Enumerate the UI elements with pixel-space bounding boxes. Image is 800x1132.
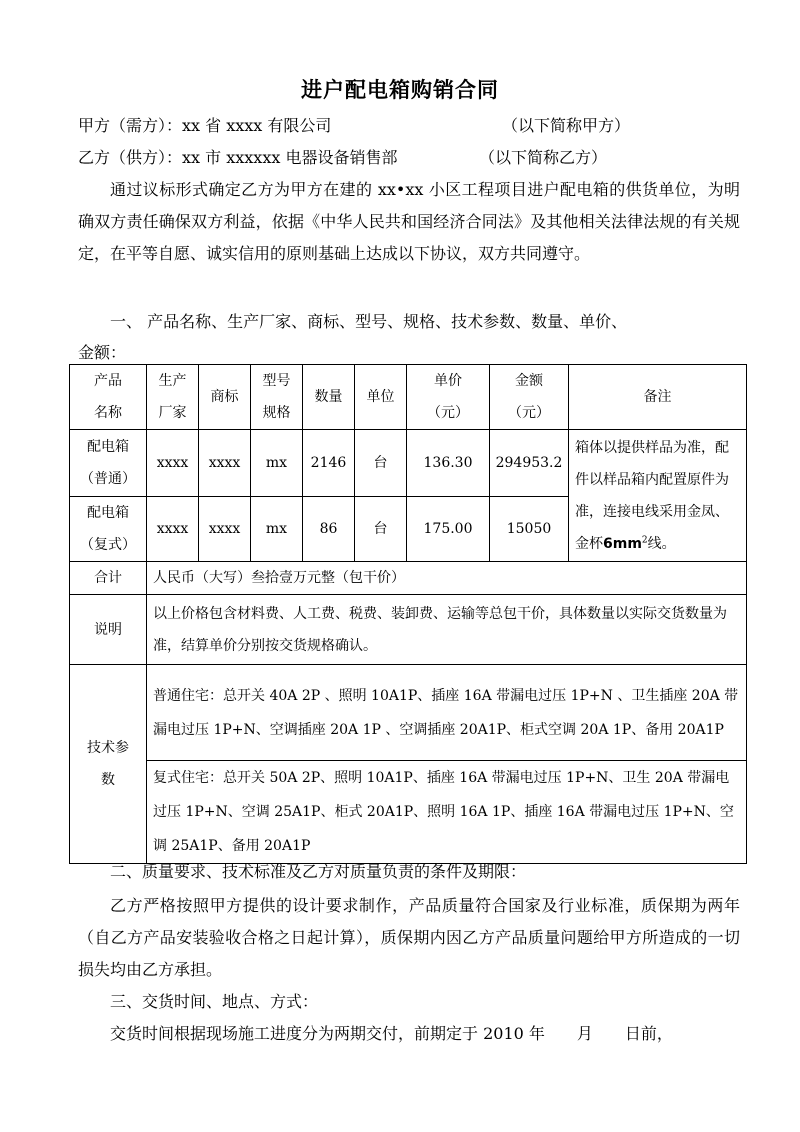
cell-model: mx (251, 497, 303, 562)
section-1-heading: 一、 产品名称、生产厂家、商标、型号、规格、技术参数、数量、单价、 (110, 312, 628, 331)
section-2-body: 乙方严格按照甲方提供的设计要求制作，产品质量符合国家及行业标准，质保期为两年（自乙方产品安装验收合格之日起计算），质保期内因乙方产品质量问题给甲方所造成的一切损失均由乙方承担。 (78, 896, 740, 979)
header-unit-price: 单价 （元） (407, 365, 490, 430)
cell-quantity: 2146 (303, 430, 355, 497)
cell-remark: 箱体以提供样品为准，配件以样品箱内配置原件为准，连接电线采用金凤、金杯$6mm^2$线。 (569, 430, 747, 562)
cell-brand: xxxx (199, 497, 251, 562)
cell-model: mx (251, 430, 303, 497)
cell-brand: xxxx (199, 430, 251, 497)
tech-normal-value: 普通住宅：总开关 40A 2P 、照明 10A1P、插座 16A 带漏电过压 1P+N 、卫生插座 20A 带漏电过压 1P+N、空调插座 20A 1P 、空调插座 20A1P、柜式空调 20A 1P、备用 20A1P (147, 665, 747, 761)
section-3-heading: 三、交货时间、地点、方式： (110, 992, 319, 1011)
header-quantity: 数量 (303, 365, 355, 430)
cell-product-name: 配电箱 （复式） (70, 497, 147, 562)
section-3-body: 交货时间根据现场施工进度分为两期交付，前期定于 2010 年 月 日前， (110, 1024, 673, 1043)
cell-unit: 台 (355, 497, 407, 562)
party-a-note: （以下简称甲方） (502, 116, 631, 135)
table-row (70, 430, 747, 497)
total-row (70, 562, 747, 595)
cell-amount: 294953.2 (490, 430, 569, 497)
table-header-row (70, 365, 747, 430)
party-a-line: 甲方（需方）：xx 省 xxxx 有限公司 (78, 116, 332, 135)
header-model: 型号 规格 (251, 365, 303, 430)
header-maker: 生产 厂家 (147, 365, 199, 430)
header-unit: 单位 (355, 365, 407, 430)
tech-row-normal (70, 665, 747, 761)
header-remark: 备注 (569, 365, 747, 430)
section-2-heading: 二、质量要求、技术标准及乙方对质量负责的条件及期限： (110, 862, 527, 881)
tech-duplex-value: 复式住宅：总开关 50A 2P、照明 10A1P、插座 16A 带漏电过压 1P+N、卫生 20A 带漏电过压 1P+N、空调 25A1P、柜式 20A1P、照明 16A 1P、插座 16A 带漏电过压 1P+N、空调 25A1P、备用 20A1P (147, 761, 747, 864)
tech-row-duplex (70, 761, 747, 864)
note-value: 以上价格包含材料费、人工费、税费、装卸费、运输等总包干价，具体数量以实际交货数量为准，结算单价分别按交货规格确认。 (147, 595, 747, 665)
cell-unit: 台 (355, 430, 407, 497)
header-amount: 金额 （元） (490, 365, 569, 430)
document-title: 进户配电箱购销合同 (301, 77, 499, 102)
cell-quantity: 86 (303, 497, 355, 562)
total-label: 合计 (70, 562, 147, 595)
party-b-note: （以下简称乙方） (479, 148, 608, 167)
cell-product-name: 配电箱 （普通） (70, 430, 147, 497)
product-table (69, 364, 747, 864)
header-product-name: 产品 名称 (70, 365, 147, 430)
tech-label: 技术参 数 (70, 665, 147, 864)
cell-maker: xxxx (147, 497, 199, 562)
cell-maker: xxxx (147, 430, 199, 497)
cell-unit-price: 175.00 (407, 497, 490, 562)
note-row (70, 595, 747, 665)
intro-paragraph: 通过议标形式确定乙方为甲方在建的 xx•xx 小区工程项目进户配电箱的供货单位，为明确双方责任确保双方利益，依据《中华人民共和国经济合同法》及其他相关法律法规的有关规定，在平等自愿、诚实信用的原则基础上达成以下协议，双方共同遵守。 (78, 180, 740, 263)
note-label: 说明 (70, 595, 147, 665)
cell-amount: 15050 (490, 497, 569, 562)
total-value: 人民币（大写）叁拾壹万元整（包干价） (147, 562, 747, 595)
section-1-heading-cont: 金额： (78, 343, 127, 362)
cell-unit-price: 136.30 (407, 430, 490, 497)
party-b-line: 乙方（供方）：xx 市 xxxxxx 电器设备销售部 (78, 148, 398, 167)
header-brand: 商标 (199, 365, 251, 430)
